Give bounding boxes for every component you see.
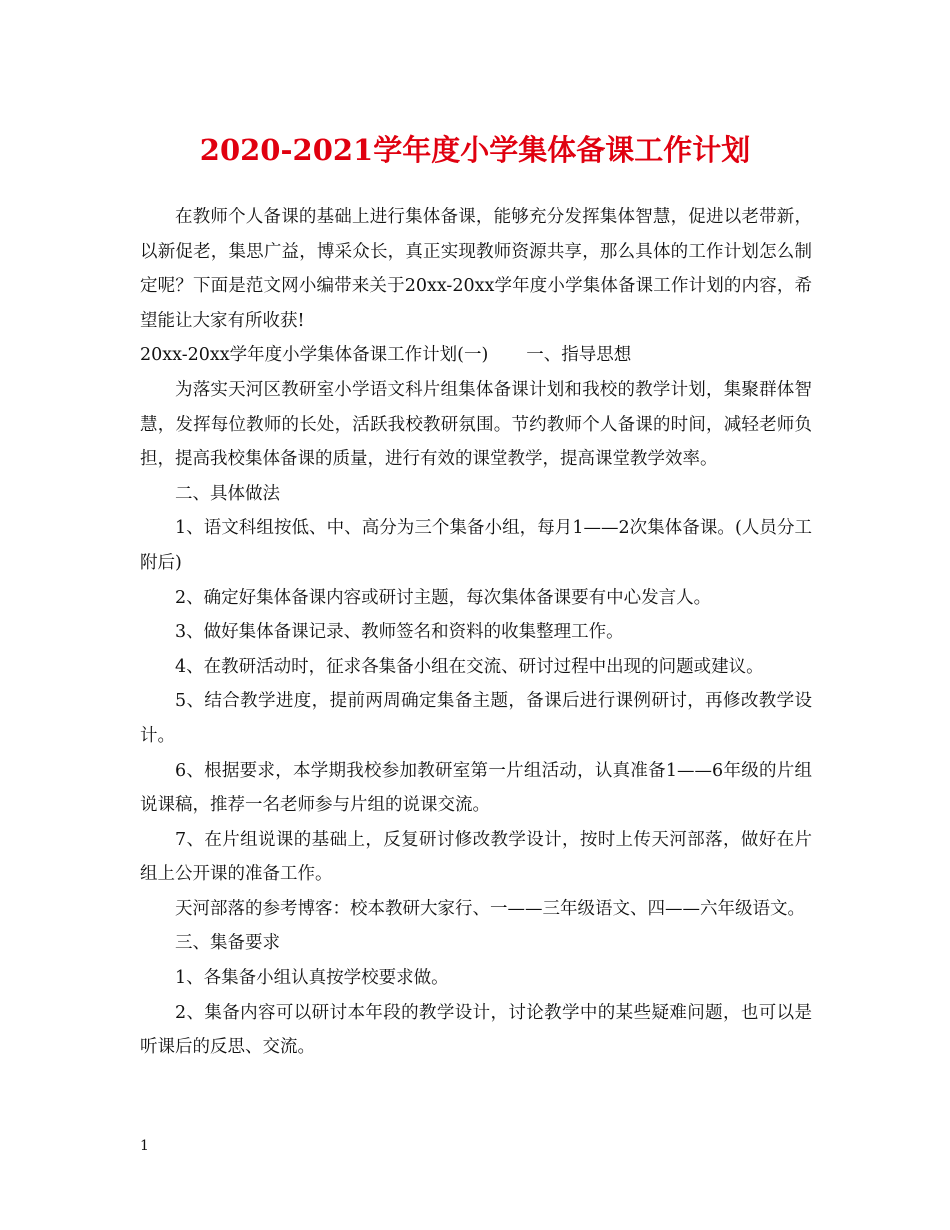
section-three-item: 2、集备内容可以研讨本年段的教学设计，讨论教学中的某些疑难问题，也可以是听课后的反思、交流。: [140, 1002, 812, 1058]
section-two-item: 4、在教研活动时，征求各集备小组在交流、研讨过程中出现的问题或建议。: [175, 656, 764, 677]
section-two-item: 2、确定好集体备课内容或研讨主题，每次集体备课要有中心发言人。: [175, 587, 712, 608]
page-number: 1: [140, 1138, 149, 1154]
section-two-item: 3、做好集体备课记录、教师签名和资料的收集整理工作。: [175, 622, 624, 643]
section-two-item: 6、根据要求，本学期我校参加教研室第一片组活动，认真准备1——6年级的片组说课稿，推荐一名老师参与片组的说课交流。: [140, 760, 812, 816]
section-three-item: 1、各集备小组认真按学校要求做。: [175, 968, 449, 989]
section-one-text: 为落实天河区教研室小学语文科片组集体备课计划和我校的教学计划，集聚群体智慧，发挥每位教师的长处，活跃我校教研氛围。节约教师个人备课的时间，减轻老师负担，提高我校集体备课的质量，进行有效的课堂教学，提高课堂教学效率。: [140, 379, 812, 470]
section-three-heading: 三、集备要求: [175, 933, 280, 954]
document-title: 2020-2021学年度小学集体备课工作计划: [199, 133, 751, 167]
section-two-heading: 二、具体做法: [175, 483, 280, 504]
section-two-item: 5、结合教学进度，提前两周确定集备主题，备课后进行课例研讨，再修改教学设计。: [140, 691, 812, 746]
document-body: [140, 200, 812, 1065]
section-two-item: 1、语文科组按低、中、高分为三个集备小组，每月1——2次集体备课。(人员分工附后): [140, 518, 812, 573]
section-one-heading: 一、指导思想: [526, 345, 632, 366]
blog-reference: 天河部落的参考博客：校本教研大家行、一——三年级语文、四——六年级语文。: [175, 898, 805, 919]
intro-paragraph: 在教师个人备课的基础上进行集体备课，能够充分发挥集体智慧，促进以老带新，以新促老，集思广益，博采众长，真正实现教师资源共享，那么具体的工作计划怎么制定呢？下面是范文网小编带来关于20xx-20xx学年度小学集体备课工作计划的内容，希望能让大家有所收获!: [140, 207, 812, 331]
plan-title: 20xx-20xx学年度小学集体备课工作计划(一): [140, 345, 489, 366]
plan-subtitle-line: [140, 338, 812, 373]
section-two-item: 7、在片组说课的基础上，反复研讨修改教学设计，按时上传天河部落，做好在片组上公开课的准备工作。: [140, 829, 812, 885]
